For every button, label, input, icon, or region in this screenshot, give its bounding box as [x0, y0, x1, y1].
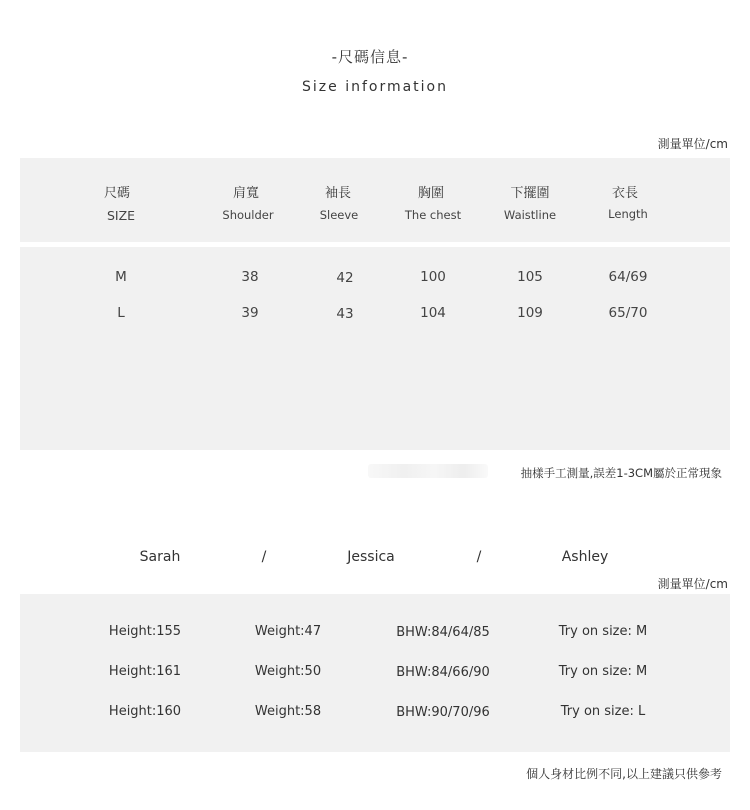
header-shoulder-en: Shoulder — [222, 208, 274, 222]
table-cell: 39 — [241, 305, 259, 321]
table-cell: 100 — [420, 269, 446, 285]
model-weight: Weight:58 — [254, 704, 322, 719]
header-sleeve-cn: 袖長 — [324, 186, 352, 201]
header-sleeve-en: Sleeve — [319, 208, 359, 222]
model-height: Height:160 — [108, 704, 182, 719]
table-cell: 105 — [517, 269, 543, 285]
blurred-watermark — [368, 464, 488, 478]
table-cell: 65/70 — [608, 305, 648, 321]
header-size-en: SIZE — [106, 208, 136, 223]
table-cell: 64/69 — [608, 269, 648, 285]
header-chest-cn: 胸圍 — [417, 186, 445, 201]
model-weight: Weight:47 — [254, 624, 322, 639]
name-separator: / — [476, 549, 482, 565]
model-try-size: Try on size: L — [560, 704, 646, 719]
table-cell: L — [117, 305, 125, 321]
section-title-cn: -尺碼信息- — [331, 48, 409, 66]
model-bhw: BHW:90/70/96 — [396, 705, 490, 720]
table-cell: M — [115, 269, 127, 285]
header-length-en: Length — [608, 207, 648, 221]
model-try-size: Try on size: M — [558, 664, 648, 679]
header-chest-en: The chest — [404, 208, 462, 222]
model-bhw: BHW:84/64/85 — [396, 625, 490, 640]
header-waistline-cn: 下擺圍 — [510, 186, 550, 201]
model-bhw: BHW:84/66/90 — [396, 665, 490, 680]
table-cell: 38 — [241, 269, 259, 285]
header-length-cn: 衣長 — [611, 186, 639, 201]
name-separator: / — [261, 549, 267, 565]
model-weight: Weight:50 — [254, 664, 322, 679]
model-height: Height:161 — [108, 664, 182, 679]
model-name-ashley: Ashley — [561, 549, 609, 565]
header-size-cn: 尺碼 — [103, 186, 131, 201]
reference-note: 個人身材比例不同,以上建議只供參考 — [526, 767, 722, 781]
measurement-note: 抽樣手工測量,誤差1-3CM屬於正常現象 — [520, 466, 722, 480]
unit-label: 測量單位/cm — [657, 577, 728, 591]
header-waistline-en: Waistline — [503, 208, 557, 222]
table-cell: 104 — [420, 305, 446, 321]
model-name-jessica: Jessica — [347, 549, 395, 565]
unit-label: 測量單位/cm — [657, 137, 728, 151]
model-height: Height:155 — [108, 624, 182, 639]
section-title-en: Size information — [302, 79, 448, 95]
table-cell: 42 — [336, 270, 354, 286]
header-shoulder-cn: 肩寬 — [232, 186, 260, 201]
table-cell: 43 — [336, 306, 354, 322]
model-try-size: Try on size: M — [558, 624, 648, 639]
model-name-sarah: Sarah — [139, 549, 181, 565]
table-cell: 109 — [517, 305, 543, 321]
